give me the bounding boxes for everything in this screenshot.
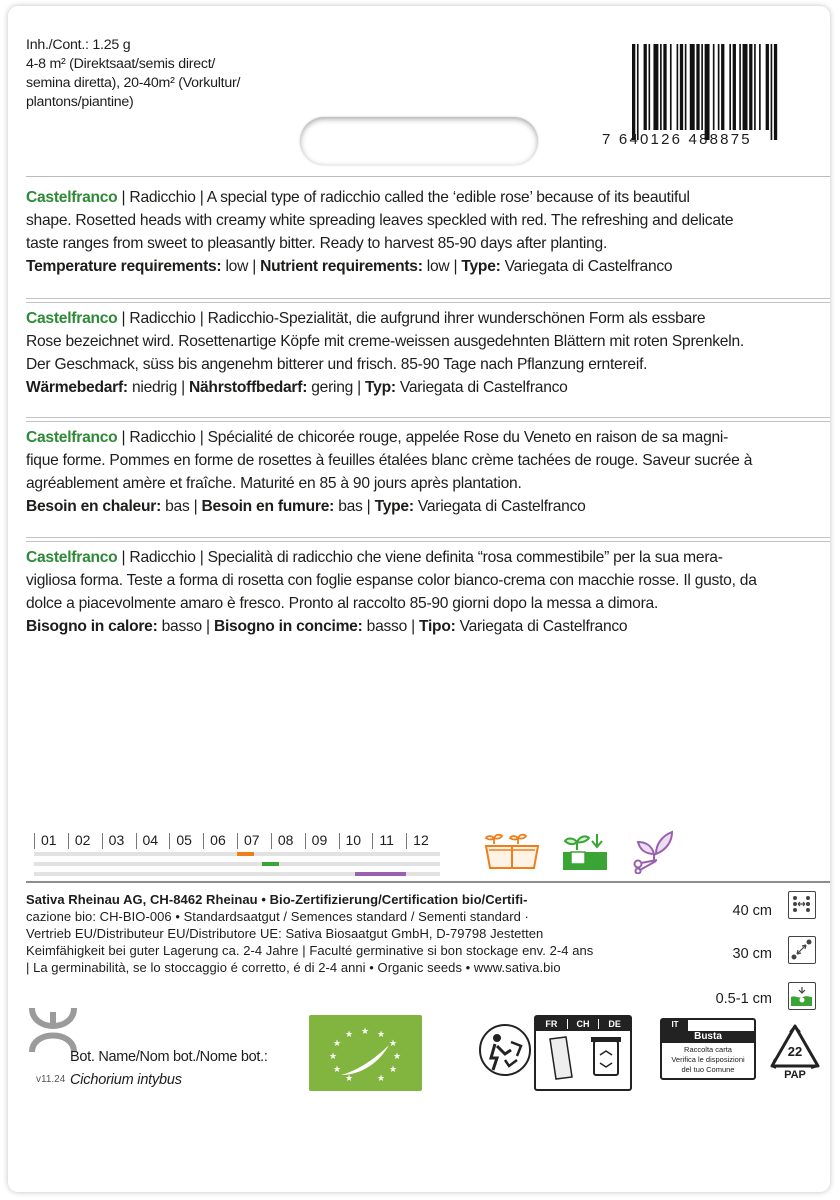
req-value: Variegata di Castelfranco <box>395 379 568 396</box>
content-line: Inh./Cont.: 1.25 g <box>26 37 131 53</box>
req-value: Variegata di Castelfranco <box>413 498 586 515</box>
month-separator <box>271 833 272 849</box>
divider <box>26 881 830 883</box>
it-instructions <box>662 1045 754 1075</box>
req-label: Temperature requirements: <box>26 258 222 275</box>
pap-recycling-symbol <box>768 1022 822 1086</box>
it-line: Raccolta carta <box>684 1045 732 1054</box>
svg-text:★: ★ <box>328 1052 338 1062</box>
harvest-bar <box>355 872 406 876</box>
barcode-number: 7 640126 488875 <box>602 131 752 148</box>
calendar-track <box>34 862 440 866</box>
req-label: Nutrient requirements: <box>260 258 423 275</box>
month-separator <box>372 833 373 849</box>
svg-text:★: ★ <box>360 1027 370 1037</box>
svg-text:★: ★ <box>388 1039 398 1049</box>
triman-icon <box>477 1022 533 1083</box>
pap-label: PAP <box>784 1069 806 1081</box>
eu-organic-logo <box>309 1015 422 1091</box>
req-value: bas | <box>334 498 375 515</box>
req-label: Wärmebedarf: <box>26 379 128 396</box>
description-line: | Radicchio | Spécialité de chicorée rouge, appelée Rose du Veneto en raison de sa magni- <box>117 429 729 446</box>
month-separator <box>203 833 204 849</box>
footer-line: cazione bio: CH-BIO-006 • Standardsaatgut / Semences standard / Sementi standard · <box>26 909 529 924</box>
it-title: Busta <box>662 1031 754 1043</box>
footer-line <box>26 891 593 908</box>
req-value: gering | <box>307 379 366 396</box>
recycling-info-fr-ch-de <box>534 1015 632 1091</box>
req-value: low | <box>422 258 462 275</box>
month-label: 10 <box>345 832 362 848</box>
req-value: Variegata di Castelfranco <box>455 618 628 635</box>
description-line: dolce a piacevolmente amaro è fresco. Pronto al raccolto 85-90 giorni dopo la messa a dimora. <box>26 595 659 612</box>
month-label: 05 <box>176 832 192 848</box>
variety-name: Castelfranco <box>26 189 118 206</box>
version-label: v11.24 <box>36 1074 66 1085</box>
month-separator <box>169 833 170 849</box>
bot-name-label: Bot. Name/Nom bot./Nome bot.: <box>70 1049 268 1065</box>
it-line: Verifica le disposizioni <box>671 1055 745 1064</box>
month-separator <box>102 833 103 849</box>
country-code: IT <box>662 1020 688 1032</box>
svg-text:★: ★ <box>344 1074 354 1084</box>
req-label: Nährstoffbedarf: <box>188 379 308 396</box>
recycling-info-it <box>660 1018 756 1080</box>
svg-text:★: ★ <box>332 1039 342 1049</box>
country-code: FR <box>545 1019 558 1029</box>
variety-name: Castelfranco <box>26 310 118 327</box>
sow-indoor-bar <box>237 852 254 856</box>
growing-calendar <box>8 6 830 876</box>
it-line: del tuo Comune <box>681 1065 735 1074</box>
description-line: agréablement amère et fraîche. Maturité en 85 à 90 jours après plantation. <box>26 475 522 492</box>
variety-name: Castelfranco <box>26 429 118 446</box>
footer-line-text: Sativa Rheinau AG, CH-8462 Rheinau • Bio-Zertifizierung/Certification bio/Certifi- <box>26 892 528 907</box>
variety-name: Castelfranco <box>26 549 118 566</box>
description-line: | Radicchio | Radicchio-Spezialität, die aufgrund ihrer wunderschönen Form als essbare <box>117 310 706 327</box>
content-line: semina diretta), 20-40m² (Vorkultur/ <box>26 75 241 91</box>
req-label: Besoin en chaleur: <box>26 498 162 515</box>
country-code: DE <box>598 1019 630 1029</box>
row-spacing-value: 40 cm <box>732 903 772 919</box>
req-value: basso | <box>157 618 214 635</box>
paper-bin-icon <box>536 1031 630 1089</box>
month-separator <box>68 833 69 849</box>
month-label: 01 <box>41 832 57 848</box>
row-spacing-icon <box>788 891 816 919</box>
footer-line: | La germinabilità, se lo stoccaggio é corretto, é di 2-4 anni • Organic seeds • www.sativa.bio <box>26 960 561 975</box>
req-value: niedrig | <box>127 379 189 396</box>
svg-text:★: ★ <box>332 1065 342 1075</box>
req-label: Besoin en fumure: <box>201 498 335 515</box>
footer-line: Vertrieb EU/Distributeur EU/Distributore UE: Sativa Biosaatgut GmbH, D-79798 Jestetten <box>26 926 544 941</box>
sowing-depth-icon <box>788 982 816 1010</box>
harvest-icon <box>632 828 676 879</box>
description-line: | Radicchio | A special type of radicchio called the ‘edible rose’ because of its beautiful <box>117 189 690 206</box>
req-label: Bisogno in concime: <box>213 618 363 635</box>
month-separator <box>406 833 407 849</box>
svg-text:★: ★ <box>376 1030 386 1040</box>
plant-spacing-icon <box>788 936 816 964</box>
pap-number: 22 <box>787 1044 803 1059</box>
svg-text:★: ★ <box>388 1065 398 1075</box>
description-line: shape. Rosetted heads with creamy white spreading leaves speckled with red. The refreshing and delicate <box>26 212 734 229</box>
month-separator <box>237 833 238 849</box>
content-line: 4-8 m² (Direktsaat/semis direct/ <box>26 56 216 72</box>
description-line: Der Geschmack, süss bis angenehm bitterer und frisch. 85-90 Tage nach Pflanzung erntereif. <box>26 356 648 373</box>
description-line: | Radicchio | Specialità di radicchio che viene definita “rosa commestibile” per la sua mera- <box>117 549 723 566</box>
sow-indoor-icon <box>484 830 540 879</box>
month-separator <box>339 833 340 849</box>
month-label: 04 <box>142 832 159 848</box>
req-label: Tipo: <box>418 618 456 635</box>
month-label: 06 <box>210 832 226 848</box>
req-label: Typ: <box>365 379 396 396</box>
description-line: fique forme. Pommes en forme de rosettes à feuilles étalées blanc crème tachées de rouge. Saveur sucrée à <box>26 452 753 469</box>
seed-packet-back <box>8 6 830 1192</box>
svg-text:★: ★ <box>392 1052 402 1062</box>
description-line: vigliosa forma. Teste a forma di rosetta con foglie espanse color bianco-crema con macchie rosse. Il gusto, da <box>26 572 757 589</box>
req-label: Type: <box>461 258 501 275</box>
req-label: Bisogno in calore: <box>26 618 158 635</box>
plant-spacing-value: 30 cm <box>732 946 772 962</box>
month-label: 03 <box>108 832 125 848</box>
plant-out-icon <box>561 830 611 879</box>
req-value: Variegata di Castelfranco <box>500 258 673 275</box>
bot-name-value: Cichorium intybus <box>70 1072 182 1088</box>
month-separator <box>136 833 137 849</box>
req-value: bas | <box>161 498 202 515</box>
content-line: plantons/piantine) <box>26 94 134 110</box>
company-info <box>26 891 593 976</box>
description-line: Rose bezeichnet wird. Rosettenartige Köpfe mit creme-weissen ausgedehnten Blättern mit roten Sprenkeln. <box>26 333 744 350</box>
month-label: 07 <box>244 832 260 848</box>
packet-tab-mark <box>28 1002 78 1079</box>
month-separator <box>34 833 35 849</box>
req-label: Type: <box>374 498 414 515</box>
svg-text:★: ★ <box>376 1074 386 1084</box>
description-line: taste ranges from sweet to pleasantly bitter. Ready to harvest 85-90 days after planting. <box>26 235 608 252</box>
req-value: low | <box>221 258 261 275</box>
month-label: 02 <box>74 832 91 848</box>
month-label: 08 <box>277 832 294 848</box>
sowing-depth-value: 0.5-1 cm <box>715 991 772 1007</box>
month-label: 09 <box>311 832 328 848</box>
month-label: 11 <box>379 832 394 848</box>
month-separator <box>305 833 306 849</box>
req-value: basso | <box>362 618 419 635</box>
plant-out-bar <box>262 862 279 866</box>
country-code: CH <box>567 1019 599 1029</box>
footer-line: Keimfähigkeit bei guter Lagerung ca. 2-4 Jahre | Faculté germinative si bon stockage env. 2-4 ans <box>26 943 594 958</box>
svg-text:★: ★ <box>344 1030 354 1040</box>
month-label: 12 <box>413 832 429 848</box>
